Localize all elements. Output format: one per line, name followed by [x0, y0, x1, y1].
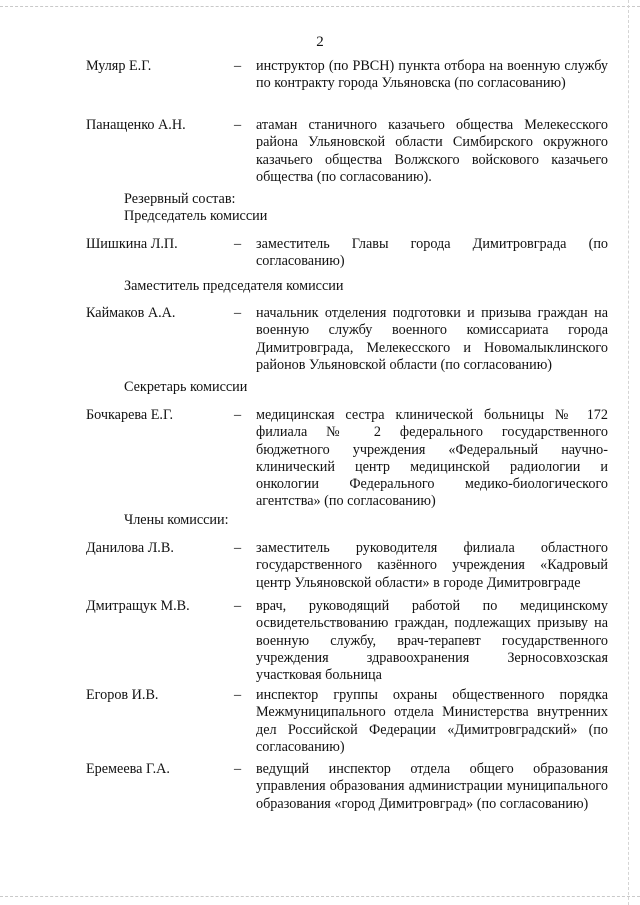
chair-entry: [86, 236, 620, 272]
member-name: Шишкина Л.П.: [86, 236, 178, 252]
page-number: 2: [316, 34, 324, 50]
member-name: Данилова Л.В.: [86, 540, 174, 556]
secretary-entry: [86, 407, 620, 511]
member-entry: [86, 761, 620, 831]
member-name: Муляр Е.Г.: [86, 58, 152, 74]
members-heading: Члены комиссии:: [124, 512, 229, 528]
member-name: Егоров И.В.: [86, 687, 159, 703]
vice-entry: [86, 305, 620, 375]
dash: –: [234, 540, 242, 556]
member-name: Панащенко А.Н.: [86, 117, 186, 133]
dash: –: [234, 407, 242, 423]
scan-edge-right: [628, 0, 629, 905]
member-name: Дмитращук М.В.: [86, 598, 190, 614]
dash: –: [234, 305, 242, 321]
member-role: ведущий инспектор отдела общего образования управления образования администрации муниципального образования «город Димитровград» (по согласованию): [256, 761, 608, 812]
member-role: инспектор группы охраны общественного порядка Межмуниципального отдела Министерства внутренних дел Российской Федерации «Димитровградский» (по согласованию): [256, 687, 608, 755]
reserve-heading: Резервный состав:: [124, 191, 236, 207]
member-entry: [86, 540, 620, 592]
vice-heading: Заместитель председателя комиссии: [124, 278, 344, 294]
chair-heading: Председатель комиссии: [124, 208, 268, 224]
member-entry: [86, 58, 620, 110]
member-role: медицинская сестра клинической больницы № 172 филиала № 2 федерального государственного бюджетного учреждения «Федеральный научно-клинический центр медицинской радиологии и онкологии Федерального медико-биологического агентства» (по согласованию): [256, 407, 608, 510]
dash: –: [234, 58, 242, 74]
member-role: инструктор (по РВСН) пункта отбора на военную службу по контракту города Ульяновска (по согласованию): [256, 58, 608, 92]
member-role: атаман станичного казачьего общества Мелекесского района Ульяновской области Симбирского окружного казачьего общества Волжского войскового казачьего общества (по согласованию).: [256, 117, 608, 185]
member-role: заместитель Главы города Димитровграда (по согласованию): [256, 236, 608, 270]
dash: –: [234, 687, 242, 703]
member-role: начальник отделения подготовки и призыва граждан на военную службу военного комиссариата города Димитровграда, Мелекесского и Новомалыклинского районов Ульяновской области (по согласованию): [256, 305, 608, 373]
member-role: врач, руководящий работой по медицинскому освидетельствованию граждан, подлежащих призыву на военную службу, врач-терапевт государственного учреждения здравоохранения Зерносовхозская участковая больница: [256, 598, 608, 684]
scan-edge-top: [0, 6, 640, 7]
dash: –: [234, 761, 242, 777]
member-role: заместитель руководителя филиала областного государственного казённого учреждения «Кадровый центр Ульяновской области» в городе Димитровграде: [256, 540, 608, 591]
dash: –: [234, 117, 242, 133]
dash: –: [234, 236, 242, 252]
member-entry: [86, 598, 620, 684]
member-entry: [86, 687, 620, 757]
scan-edge-bottom: [0, 896, 640, 897]
member-name: Каймаков А.А.: [86, 305, 176, 321]
member-name: Еремеева Г.А.: [86, 761, 170, 777]
secretary-heading: Секретарь комиссии: [124, 379, 248, 395]
member-name: Бочкарева Е.Г.: [86, 407, 174, 423]
member-entry: [86, 117, 620, 187]
dash: –: [234, 598, 242, 614]
